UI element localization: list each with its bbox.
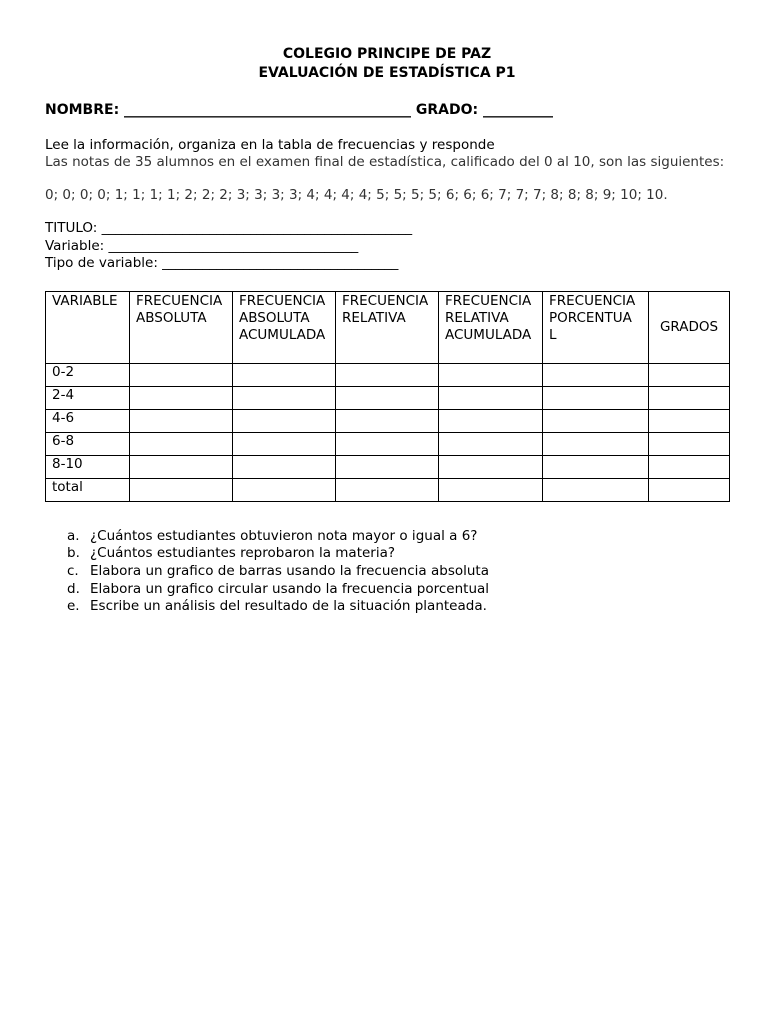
table-row [46, 386, 730, 409]
empty-cell[interactable] [543, 478, 649, 501]
variable-field: Variable: _____________________________________ [45, 237, 359, 254]
header-frecuencia-relativa-acumulada: FRECUENCIA RELATIVA ACUMULADA [439, 291, 543, 363]
empty-cell[interactable] [439, 409, 543, 432]
empty-cell[interactable] [649, 432, 730, 455]
instructions-lead: Lee la información, organiza en la tabla de frecuencias y responde [45, 137, 495, 153]
empty-cell[interactable] [130, 455, 233, 478]
empty-cell[interactable] [543, 363, 649, 386]
empty-cell[interactable] [439, 432, 543, 455]
empty-cell[interactable] [336, 478, 439, 501]
header-frecuencia-absoluta-acumulada: FRECUENCIA ABSOLUTA ACUMULADA [233, 291, 336, 363]
empty-cell[interactable] [439, 478, 543, 501]
empty-cell[interactable] [233, 432, 336, 455]
question-text: Elabora un grafico circular usando la frecuencia porcentual [90, 580, 490, 597]
tipo-variable-field: Tipo de variable: ___________________________________ [45, 255, 399, 271]
frequency-table [45, 291, 730, 502]
empty-cell[interactable] [649, 478, 730, 501]
empty-cell[interactable] [233, 386, 336, 409]
header-frecuencia-relativa: FRECUENCIA RELATIVA [336, 291, 439, 363]
empty-cell[interactable] [336, 363, 439, 386]
empty-cell[interactable] [130, 409, 233, 432]
question-letter: b. [67, 545, 80, 562]
empty-cell[interactable] [543, 409, 649, 432]
name-grade-line: NOMBRE: _________________________________________ GRADO: __________ [45, 102, 554, 118]
header-frecuencia-absoluta: FRECUENCIA ABSOLUTA [130, 291, 233, 363]
empty-cell[interactable] [233, 363, 336, 386]
question-text: Elabora un grafico de barras usando la frecuencia absoluta [90, 562, 489, 579]
row-label: total [46, 478, 130, 501]
empty-cell[interactable] [130, 386, 233, 409]
row-label: 6-8 [46, 432, 130, 455]
table-row [46, 455, 730, 478]
row-label: 2-4 [46, 386, 130, 409]
list-item [67, 581, 729, 599]
empty-cell[interactable] [233, 409, 336, 432]
document-page [45, 45, 729, 616]
empty-cell[interactable] [233, 478, 336, 501]
empty-cell[interactable] [649, 409, 730, 432]
empty-cell[interactable] [130, 432, 233, 455]
question-text: ¿Cuántos estudiantes reprobaron la materia? [90, 545, 396, 562]
school-name: COLEGIO PRINCIPE DE PAZ [282, 46, 492, 62]
empty-cell[interactable] [543, 432, 649, 455]
row-label: 4-6 [46, 409, 130, 432]
empty-cell[interactable] [336, 432, 439, 455]
empty-cell[interactable] [439, 363, 543, 386]
table-row [46, 363, 730, 386]
answer-fields [45, 220, 729, 273]
question-text: Escribe un análisis del resultado de la situación planteada. [90, 598, 487, 615]
table-header-row [46, 291, 730, 363]
empty-cell[interactable] [543, 386, 649, 409]
instructions-description: Las notas de 35 alumnos en el examen final de estadística, calificado del 0 al 10, son las siguientes: [45, 154, 725, 170]
question-text: ¿Cuántos estudiantes obtuvieron nota mayor o igual a 6? [90, 527, 478, 544]
table-row [46, 478, 730, 501]
row-label: 0-2 [46, 363, 130, 386]
empty-cell[interactable] [649, 386, 730, 409]
question-letter: d. [67, 580, 80, 597]
question-letter: c. [67, 562, 79, 579]
table-row [46, 432, 730, 455]
empty-cell[interactable] [649, 363, 730, 386]
list-item [67, 563, 729, 581]
row-label: 8-10 [46, 455, 130, 478]
empty-cell[interactable] [439, 455, 543, 478]
header-frecuencia-porcentual: FRECUENCIA PORCENTUA L [543, 291, 649, 363]
exam-title: EVALUACIÓN DE ESTADÍSTICA P1 [258, 65, 516, 81]
list-item [67, 528, 729, 546]
header-grados: GRADOS [649, 291, 730, 363]
empty-cell[interactable] [233, 455, 336, 478]
empty-cell[interactable] [336, 409, 439, 432]
question-letter: e. [67, 598, 80, 615]
empty-cell[interactable] [130, 478, 233, 501]
header-variable: VARIABLE [46, 291, 130, 363]
list-item [67, 545, 729, 563]
empty-cell[interactable] [336, 386, 439, 409]
question-letter: a. [67, 527, 80, 544]
empty-cell[interactable] [336, 455, 439, 478]
grades-data: 0; 0; 0; 0; 1; 1; 1; 1; 2; 2; 2; 3; 3; 3; 3; 4; 4; 4; 4; 5; 5; 5; 5; 6; 6; 6; 7; 7; 7; 8; 8; 8; 9; 10; 10. [45, 187, 668, 203]
questions-list [45, 528, 729, 617]
titulo-field: TITULO: ______________________________________________ [45, 220, 413, 236]
empty-cell[interactable] [439, 386, 543, 409]
list-item [67, 598, 729, 616]
empty-cell[interactable] [543, 455, 649, 478]
empty-cell[interactable] [649, 455, 730, 478]
empty-cell[interactable] [130, 363, 233, 386]
table-row [46, 409, 730, 432]
